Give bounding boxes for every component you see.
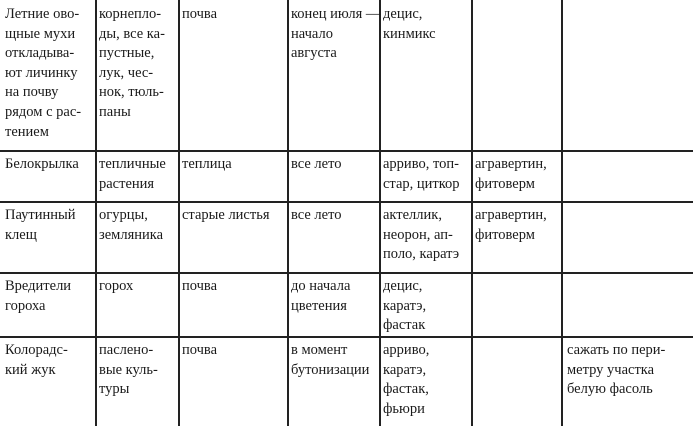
table-cell (5, 5, 81, 142)
cell-text-line: корнепло- (99, 6, 162, 22)
cell-text-line: до начала (291, 278, 351, 294)
cell-text-line: Белокрылка (5, 156, 79, 172)
column-divider (471, 0, 473, 426)
row-divider (0, 272, 693, 274)
cell-text-line: пустные, (99, 45, 155, 62)
column-divider (95, 0, 97, 426)
cell-text-line: кинмикс (383, 25, 436, 42)
cell-text-line: гороха (5, 297, 46, 314)
cell-text-line: актеллик, (383, 207, 442, 223)
cell-text-line: децис, (383, 6, 423, 22)
cell-text-line: вые куль- (99, 361, 158, 378)
table-cell (291, 5, 380, 64)
table-cell (182, 5, 217, 25)
cell-text-line: клещ (5, 226, 37, 243)
table-cell (182, 277, 217, 297)
cell-text-line: Вредители (5, 278, 72, 294)
cell-text-line: фьюри (383, 400, 425, 417)
table-cell (182, 155, 232, 175)
cell-text-line: каратэ, (383, 361, 427, 378)
table-cell (383, 155, 460, 194)
cell-text-line: поло, каратэ (383, 246, 460, 263)
column-divider (287, 0, 289, 426)
cell-text-line: все лето (291, 156, 342, 172)
cell-text-line: августа (291, 45, 337, 62)
table-cell (383, 206, 459, 265)
table-cell (99, 341, 158, 400)
cell-text-line: фастак, (383, 381, 429, 398)
table-cell (99, 155, 166, 194)
table-cell (475, 155, 547, 194)
cell-text-line: на почву (5, 84, 59, 101)
cell-text-line: неорон, ап- (383, 226, 453, 243)
cell-text-line: все лето (291, 207, 342, 223)
table-cell (383, 341, 429, 419)
cell-text-line: тением (5, 123, 49, 140)
cell-text-line: конец июля — (291, 6, 381, 22)
cell-text-line: децис, (383, 278, 423, 294)
table-cell (5, 206, 76, 245)
row-divider (0, 336, 693, 338)
cell-text-line: агравертин, (475, 207, 547, 223)
cell-text-line: паслено- (99, 342, 154, 358)
cell-text-line: ют личинку (5, 64, 78, 81)
cell-text-line: агравертин, (475, 156, 547, 172)
cell-text-line: фитоверм (475, 226, 535, 243)
table-cell (291, 155, 342, 175)
table-cell (291, 277, 350, 316)
cell-text-line: лук, чес- (99, 64, 154, 81)
cell-text-line: тепличные (99, 156, 166, 172)
cell-text-line: Колорадс- (5, 342, 68, 358)
cell-text-line: горох (99, 278, 134, 294)
cell-text-line: стар, циткор (383, 175, 460, 192)
cell-text-line: старые листья (182, 207, 270, 223)
cell-text-line: рядом с рас- (5, 103, 82, 120)
cell-text-line: Летние ово- (5, 6, 80, 22)
cell-text-line: арриво, (383, 342, 430, 358)
cell-text-line: Паутинный (5, 207, 76, 223)
cell-text-line: щные мухи (5, 25, 76, 42)
cell-text-line: почва (182, 342, 218, 358)
cell-text-line: каратэ, (383, 297, 427, 314)
table-cell (99, 277, 133, 297)
table-cell (475, 206, 547, 245)
table-cell (99, 5, 165, 123)
table-cell (182, 206, 270, 226)
cell-text-line: бутонизации (291, 361, 370, 378)
column-divider (379, 0, 381, 426)
cell-text-line: метру участка (567, 361, 655, 378)
row-divider (0, 150, 693, 152)
cell-text-line: откладыва- (5, 45, 75, 62)
table-cell (383, 5, 436, 44)
cell-text-line: ды, все ка- (99, 25, 165, 42)
cell-text-line: растения (99, 175, 155, 192)
cell-text-line: огурцы, (99, 207, 148, 223)
cell-text-line: арриво, топ- (383, 156, 459, 172)
cell-text-line: почва (182, 6, 218, 22)
cell-text-line: паны (99, 103, 131, 120)
table-cell (567, 341, 665, 400)
table-cell (291, 206, 342, 226)
table-cell (5, 341, 68, 380)
column-divider (178, 0, 180, 426)
cell-text-line: фитоверм (475, 175, 535, 192)
cell-text-line: туры (99, 381, 130, 398)
table-cell (291, 341, 369, 380)
table-cell (99, 206, 163, 245)
cell-text-line: теплица (182, 156, 232, 172)
table-cell (5, 155, 79, 175)
table-cell (5, 277, 71, 316)
row-divider (0, 201, 693, 203)
cell-text-line: цветения (291, 297, 347, 314)
table-cell (383, 277, 426, 336)
cell-text-line: начало (291, 25, 333, 42)
cell-text-line: кий жук (5, 361, 56, 378)
table-cell (182, 341, 217, 361)
cell-text-line: белую фасоль (567, 381, 653, 398)
column-divider (561, 0, 563, 426)
cell-text-line: нок, тюль- (99, 84, 164, 101)
cell-text-line: фастак (383, 317, 426, 334)
cell-text-line: сажать по пери- (567, 342, 666, 358)
cell-text-line: почва (182, 278, 218, 294)
cell-text-line: в момент (291, 342, 348, 358)
cell-text-line: земляника (99, 226, 164, 243)
